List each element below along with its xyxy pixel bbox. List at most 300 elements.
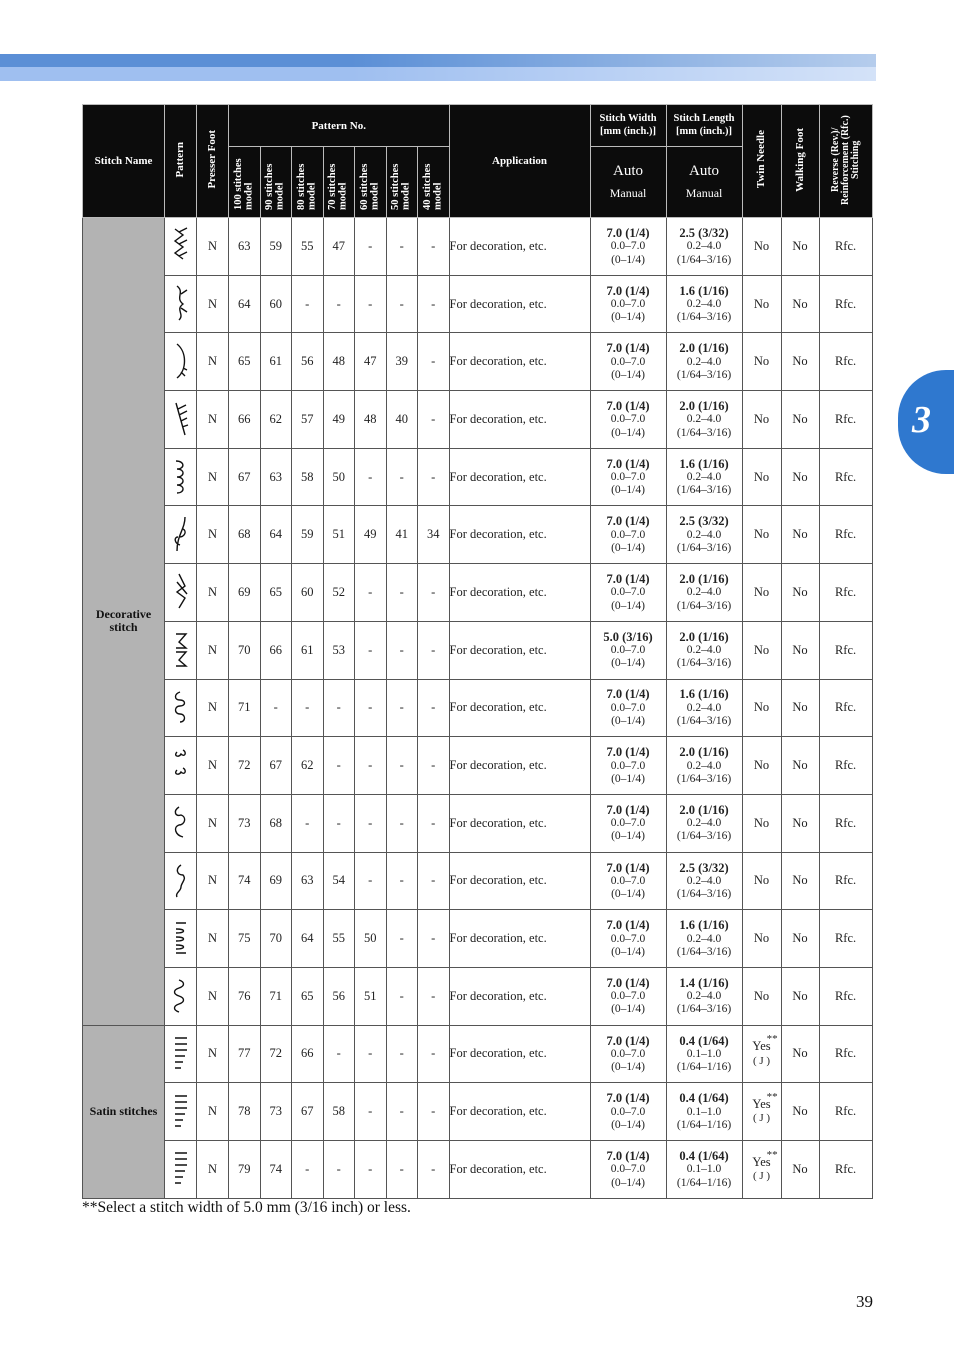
pattern-number-cell: - [386, 794, 418, 852]
pattern-number-cell: 47 [355, 333, 387, 391]
application-cell: For decoration, etc. [449, 448, 590, 506]
pattern-number-cell: 65 [229, 333, 261, 391]
width-manual-inch: (0–1/4) [611, 945, 645, 958]
pattern-number-cell: - [418, 448, 450, 506]
reverse-cell: Rfc. [819, 1025, 872, 1083]
width-manual: 0.0–7.0 [610, 355, 646, 368]
twin-needle-cell [742, 1141, 781, 1199]
pattern-number-cell: 73 [229, 794, 261, 852]
pattern-number-cell: 78 [229, 1083, 261, 1141]
stitch-width-cell [590, 564, 666, 622]
width-manual: 0.0–7.0 [610, 932, 646, 945]
pattern-cell [165, 1141, 197, 1199]
length-manual: 0.1–1.0 [686, 1047, 722, 1060]
presser-foot-cell: N [197, 448, 229, 506]
length-auto: 2.0 (1/16) [679, 629, 729, 644]
category-cell: Satin stitches [83, 1025, 165, 1198]
length-manual-inch: (1/64–3/16) [676, 599, 732, 612]
table-row [83, 1083, 873, 1141]
pattern-number-cell: - [418, 967, 450, 1025]
pattern-number-cell: - [323, 737, 355, 795]
length-manual: 0.2–4.0 [686, 355, 722, 368]
pattern-number-cell: 48 [355, 391, 387, 449]
walking-foot-cell: No [781, 852, 819, 910]
pattern-number-cell: - [355, 564, 387, 622]
application-cell: For decoration, etc. [449, 506, 590, 564]
length-manual: 0.2–4.0 [686, 298, 722, 310]
presser-foot-cell: N [197, 333, 229, 391]
walking-foot-cell: No [781, 1141, 819, 1199]
length-auto: 1.6 (1/16) [679, 456, 729, 471]
stitch-length-cell [666, 1141, 742, 1199]
pattern-number-cell: - [355, 275, 387, 333]
header-stitch-length: Stitch Length [mm (inch.)] [666, 105, 742, 147]
width-manual-inch: (0–1/4) [611, 599, 645, 612]
presser-foot-cell: N [197, 794, 229, 852]
stitch-length-cell [666, 448, 742, 506]
reverse-cell: Rfc. [819, 967, 872, 1025]
pattern-number-cell: 53 [323, 621, 355, 679]
pattern-number-cell: 60 [292, 564, 324, 622]
width-manual-inch: (0–1/4) [611, 772, 645, 785]
pattern-number-cell: - [418, 218, 450, 276]
pattern-number-cell: - [355, 1141, 387, 1199]
header-walking-foot: Walking Foot [781, 105, 819, 218]
twin-needle-value: Yes [752, 1097, 771, 1112]
pattern-number-cell: - [355, 1083, 387, 1141]
header-model-100: 100 stitches model [229, 147, 261, 218]
pattern-number-cell: 64 [292, 910, 324, 968]
pattern-number-cell: - [418, 333, 450, 391]
satin-pattern-icon [171, 1092, 191, 1132]
reverse-cell: Rfc. [819, 679, 872, 737]
width-auto: 7.0 (1/4) [606, 283, 650, 298]
length-auto: 0.4 (1/64) [679, 1148, 729, 1163]
table-row [83, 852, 873, 910]
application-cell: For decoration, etc. [449, 852, 590, 910]
walking-foot-cell: No [781, 967, 819, 1025]
length-manual: 0.2–4.0 [686, 932, 722, 945]
pattern-number-cell: - [292, 794, 324, 852]
walking-foot-cell: No [781, 910, 819, 968]
decorative-pattern-icon [171, 284, 191, 324]
pattern-number-cell: - [386, 1141, 418, 1199]
width-manual: 0.0–7.0 [610, 298, 646, 310]
pattern-number-cell: 56 [323, 967, 355, 1025]
decorative-pattern-icon [171, 976, 191, 1016]
pattern-number-cell: 41 [386, 506, 418, 564]
length-manual: 0.2–4.0 [686, 471, 722, 484]
pattern-number-cell: 55 [323, 910, 355, 968]
stitch-width-cell [590, 275, 666, 333]
width-auto: 5.0 (3/16) [603, 629, 653, 644]
stitch-length-cell [666, 1025, 742, 1083]
pattern-number-cell: - [386, 852, 418, 910]
pattern-number-cell: - [418, 737, 450, 795]
width-auto: 7.0 (1/4) [606, 687, 650, 702]
pattern-number-cell: 62 [292, 737, 324, 795]
reverse-cell: Rfc. [819, 1083, 872, 1141]
twin-needle-foot: ( J ) [752, 1112, 771, 1125]
walking-foot-cell: No [781, 391, 819, 449]
reverse-cell: Rfc. [819, 852, 872, 910]
length-manual-inch: (1/64–3/16) [676, 1003, 732, 1016]
walking-foot-cell: No [781, 506, 819, 564]
width-manual-inch: (0–1/4) [611, 541, 645, 554]
pattern-number-cell: 76 [229, 967, 261, 1025]
stitch-length-cell [666, 621, 742, 679]
reverse-cell: Rfc. [819, 391, 872, 449]
reverse-cell: Rfc. [819, 218, 872, 276]
stitch-length-cell [666, 679, 742, 737]
width-auto: 7.0 (1/4) [606, 975, 650, 990]
width-manual: 0.0–7.0 [610, 240, 646, 253]
pattern-number-cell: - [418, 564, 450, 622]
twin-needle-cell: No [742, 564, 781, 622]
decorative-pattern-icon [171, 688, 191, 728]
pattern-number-cell: 71 [229, 679, 261, 737]
length-manual-inch: (1/64–3/16) [676, 888, 732, 901]
pattern-number-cell: 52 [323, 564, 355, 622]
pattern-cell [165, 852, 197, 910]
twin-needle-cell: No [742, 794, 781, 852]
chapter-number: 3 [912, 399, 931, 441]
width-manual-inch: (0–1/4) [611, 484, 645, 497]
twin-needle-cell: No [742, 910, 781, 968]
pattern-number-cell: 34 [418, 506, 450, 564]
header-length-auto-manual: Auto Manual [666, 147, 742, 218]
width-manual: 0.0–7.0 [610, 413, 646, 426]
stitch-length-cell [666, 737, 742, 795]
width-auto: 7.0 (1/4) [606, 1148, 650, 1163]
pattern-number-cell: - [418, 794, 450, 852]
header-presser-foot: Presser Foot [197, 105, 229, 218]
length-manual-inch: (1/64–3/16) [676, 484, 732, 497]
width-auto: 7.0 (1/4) [606, 456, 650, 471]
length-manual: 0.2–4.0 [686, 701, 722, 714]
pattern-number-cell: - [355, 1025, 387, 1083]
pattern-number-cell: 60 [260, 275, 292, 333]
pattern-number-cell: 73 [260, 1083, 292, 1141]
length-auto: 2.0 (1/16) [679, 341, 729, 356]
width-manual: 0.0–7.0 [610, 990, 646, 1003]
pattern-number-cell: 40 [386, 391, 418, 449]
application-cell: For decoration, etc. [449, 794, 590, 852]
length-manual-inch: (1/64–3/16) [676, 311, 732, 324]
width-auto: 7.0 (1/4) [606, 572, 650, 587]
table-row [83, 448, 873, 506]
header-application: Application [449, 105, 590, 218]
footnote: **Select a stitch width of 5.0 mm (3/16 inch) or less. [82, 1199, 411, 1216]
twin-needle-cell [742, 1083, 781, 1141]
decorative-pattern-icon [171, 515, 191, 555]
table-row [83, 333, 873, 391]
pattern-number-cell: 67 [229, 448, 261, 506]
width-auto: 7.0 (1/4) [606, 341, 650, 356]
presser-foot-cell: N [197, 910, 229, 968]
reverse-cell: Rfc. [819, 621, 872, 679]
stitch-length-cell [666, 218, 742, 276]
width-manual-inch: (0–1/4) [611, 1176, 645, 1189]
pattern-number-cell: - [386, 679, 418, 737]
stitch-length-cell [666, 564, 742, 622]
header-pattern-no: Pattern No. [229, 105, 450, 147]
pattern-number-cell: 57 [292, 391, 324, 449]
pattern-number-cell: - [355, 852, 387, 910]
width-manual: 0.0–7.0 [610, 1047, 646, 1060]
pattern-cell [165, 275, 197, 333]
length-manual-inch: (1/64–1/16) [676, 1176, 732, 1189]
satin-pattern-icon [171, 1149, 191, 1189]
application-cell: For decoration, etc. [449, 1083, 590, 1141]
stitch-length-cell [666, 333, 742, 391]
pattern-number-cell: 61 [292, 621, 324, 679]
category-cell: Decorative stitch [83, 218, 165, 1026]
stitch-length-cell [666, 391, 742, 449]
table-row [83, 218, 873, 276]
twin-needle-cell: No [742, 333, 781, 391]
stitch-width-cell [590, 333, 666, 391]
width-manual: 0.0–7.0 [610, 1163, 646, 1176]
presser-foot-cell: N [197, 1141, 229, 1199]
satin-pattern-icon [171, 1034, 191, 1074]
pattern-number-cell: - [418, 391, 450, 449]
length-manual-inch: (1/64–3/16) [676, 715, 732, 728]
application-cell: For decoration, etc. [449, 967, 590, 1025]
table-row [83, 621, 873, 679]
pattern-number-cell: 66 [260, 621, 292, 679]
decorative-pattern-icon [171, 919, 191, 959]
pattern-cell [165, 333, 197, 391]
pattern-number-cell: - [292, 679, 324, 737]
pattern-number-cell: - [386, 737, 418, 795]
application-cell: For decoration, etc. [449, 621, 590, 679]
pattern-number-cell: 51 [355, 967, 387, 1025]
length-manual-inch: (1/64–3/16) [676, 541, 732, 554]
pattern-number-cell: - [323, 794, 355, 852]
walking-foot-cell: No [781, 275, 819, 333]
width-manual: 0.0–7.0 [610, 471, 646, 484]
stitch-width-cell [590, 794, 666, 852]
walking-foot-cell: No [781, 448, 819, 506]
pattern-number-cell: 67 [292, 1083, 324, 1141]
pattern-cell [165, 506, 197, 564]
pattern-number-cell: 50 [323, 448, 355, 506]
presser-foot-cell: N [197, 564, 229, 622]
decorative-pattern-icon [171, 861, 191, 901]
table-row [83, 910, 873, 968]
header-pattern: Pattern [165, 105, 197, 218]
presser-foot-cell: N [197, 1025, 229, 1083]
width-auto: 7.0 (1/4) [606, 514, 650, 529]
decorative-pattern-icon [171, 399, 191, 439]
reverse-cell: Rfc. [819, 794, 872, 852]
length-manual-inch: (1/64–1/16) [676, 1061, 732, 1074]
pattern-number-cell: - [355, 737, 387, 795]
width-manual-inch: (0–1/4) [611, 1118, 645, 1131]
pattern-number-cell: - [386, 218, 418, 276]
application-cell: For decoration, etc. [449, 1141, 590, 1199]
pattern-number-cell: 62 [260, 391, 292, 449]
stitch-width-cell [590, 448, 666, 506]
pattern-number-cell: 63 [260, 448, 292, 506]
length-manual-inch: (1/64–3/16) [676, 657, 732, 670]
pattern-number-cell: 48 [323, 333, 355, 391]
width-manual: 0.0–7.0 [610, 528, 646, 541]
width-auto: 7.0 (1/4) [606, 918, 650, 933]
application-cell: For decoration, etc. [449, 564, 590, 622]
pattern-number-cell: - [418, 1083, 450, 1141]
application-cell: For decoration, etc. [449, 333, 590, 391]
width-manual: 0.0–7.0 [610, 644, 646, 657]
decorative-pattern-icon [171, 226, 191, 266]
length-manual-inch: (1/64–3/16) [676, 426, 732, 439]
header-model-40: 40 stitches model [418, 147, 450, 218]
presser-foot-cell: N [197, 1083, 229, 1141]
pattern-number-cell: 66 [229, 391, 261, 449]
pattern-cell [165, 679, 197, 737]
header-model-90: 90 stitches model [260, 147, 292, 218]
pattern-cell [165, 967, 197, 1025]
pattern-number-cell: - [292, 1141, 324, 1199]
stitch-settings-table [82, 104, 873, 1199]
decorative-pattern-icon [171, 457, 191, 497]
length-manual-inch: (1/64–3/16) [676, 253, 732, 266]
width-manual-inch: (0–1/4) [611, 715, 645, 728]
application-cell: For decoration, etc. [449, 737, 590, 795]
width-manual-inch: (0–1/4) [611, 657, 645, 670]
pattern-cell [165, 448, 197, 506]
page-number: 39 [856, 1292, 873, 1311]
pattern-number-cell: - [386, 448, 418, 506]
presser-foot-cell: N [197, 218, 229, 276]
length-manual: 0.1–1.0 [686, 1105, 722, 1118]
pattern-number-cell: 70 [229, 621, 261, 679]
header-model-50: 50 stitches model [386, 147, 418, 218]
pattern-number-cell: 39 [386, 333, 418, 391]
pattern-number-cell: - [323, 679, 355, 737]
pattern-number-cell: 71 [260, 967, 292, 1025]
pattern-cell [165, 218, 197, 276]
pattern-number-cell: 64 [260, 506, 292, 564]
pattern-number-cell: 79 [229, 1141, 261, 1199]
length-auto: 1.6 (1/16) [679, 687, 729, 702]
length-manual: 0.2–4.0 [686, 759, 722, 772]
pattern-number-cell: - [418, 910, 450, 968]
twin-needle-cell [742, 1025, 781, 1083]
pattern-number-cell: 75 [229, 910, 261, 968]
length-manual: 0.2–4.0 [686, 413, 722, 426]
pattern-number-cell: 59 [292, 506, 324, 564]
pattern-number-cell: 51 [323, 506, 355, 564]
presser-foot-cell: N [197, 852, 229, 910]
application-cell: For decoration, etc. [449, 679, 590, 737]
pattern-number-cell: 63 [292, 852, 324, 910]
application-cell: For decoration, etc. [449, 391, 590, 449]
stitch-length-cell [666, 1083, 742, 1141]
twin-needle-foot: ( J ) [752, 1054, 771, 1067]
walking-foot-cell: No [781, 794, 819, 852]
length-auto: 2.0 (1/16) [679, 802, 729, 817]
stitch-length-cell [666, 910, 742, 968]
walking-foot-cell: No [781, 621, 819, 679]
pattern-number-cell: - [355, 794, 387, 852]
twin-needle-mark: ** [766, 1091, 778, 1104]
twin-needle-cell: No [742, 275, 781, 333]
stitch-length-cell [666, 506, 742, 564]
pattern-number-cell: 61 [260, 333, 292, 391]
pattern-number-cell: 56 [292, 333, 324, 391]
pattern-number-cell: 72 [229, 737, 261, 795]
table-row [83, 737, 873, 795]
pattern-number-cell: - [386, 967, 418, 1025]
presser-foot-cell: N [197, 506, 229, 564]
length-manual: 0.2–4.0 [686, 990, 722, 1003]
pattern-number-cell: 72 [260, 1025, 292, 1083]
reverse-cell: Rfc. [819, 737, 872, 795]
stitch-width-cell [590, 679, 666, 737]
pattern-number-cell: 66 [292, 1025, 324, 1083]
stitch-width-cell [590, 910, 666, 968]
twin-needle-value: Yes [752, 1039, 771, 1054]
stitch-width-cell [590, 1141, 666, 1199]
pattern-number-cell: - [418, 621, 450, 679]
table-row [83, 506, 873, 564]
header-width-auto-manual: Auto Manual [590, 147, 666, 218]
width-auto: 7.0 (1/4) [606, 399, 650, 413]
width-manual-inch: (0–1/4) [611, 830, 645, 843]
table-row [83, 794, 873, 852]
pattern-number-cell: 63 [229, 218, 261, 276]
table-body [83, 218, 873, 1199]
reverse-cell: Rfc. [819, 506, 872, 564]
stitch-width-cell [590, 1025, 666, 1083]
length-manual: 0.2–4.0 [686, 644, 722, 657]
header-model-70: 70 stitches model [323, 147, 355, 218]
pattern-number-cell: 49 [323, 391, 355, 449]
pattern-number-cell: 74 [229, 852, 261, 910]
header-reverse: Reverse (Rev.)/ Reinforcement (Rfc.) Stitching [819, 105, 872, 218]
top-color-band [0, 54, 876, 81]
pattern-number-cell: 68 [229, 506, 261, 564]
pattern-number-cell: 55 [292, 218, 324, 276]
width-auto: 7.0 (1/4) [606, 1091, 650, 1106]
walking-foot-cell: No [781, 679, 819, 737]
pattern-number-cell: - [418, 275, 450, 333]
stitch-width-cell [590, 737, 666, 795]
length-manual: 0.2–4.0 [686, 240, 722, 253]
length-auto: 2.5 (3/32) [679, 514, 729, 529]
pattern-number-cell: 74 [260, 1141, 292, 1199]
stitch-width-cell [590, 506, 666, 564]
stitch-width-cell [590, 852, 666, 910]
application-cell: For decoration, etc. [449, 1025, 590, 1083]
pattern-number-cell: 77 [229, 1025, 261, 1083]
length-manual: 0.2–4.0 [686, 528, 722, 541]
decorative-pattern-icon [171, 630, 191, 670]
length-auto: 2.0 (1/16) [679, 399, 729, 413]
header-twin-needle: Twin Needle [742, 105, 781, 218]
pattern-cell [165, 910, 197, 968]
pattern-number-cell: 68 [260, 794, 292, 852]
length-auto: 1.6 (1/16) [679, 918, 729, 933]
width-manual-inch: (0–1/4) [611, 368, 645, 381]
pattern-number-cell: - [386, 621, 418, 679]
pattern-number-cell: - [323, 1025, 355, 1083]
application-cell: For decoration, etc. [449, 910, 590, 968]
reverse-cell: Rfc. [819, 910, 872, 968]
width-auto: 7.0 (1/4) [606, 225, 650, 240]
